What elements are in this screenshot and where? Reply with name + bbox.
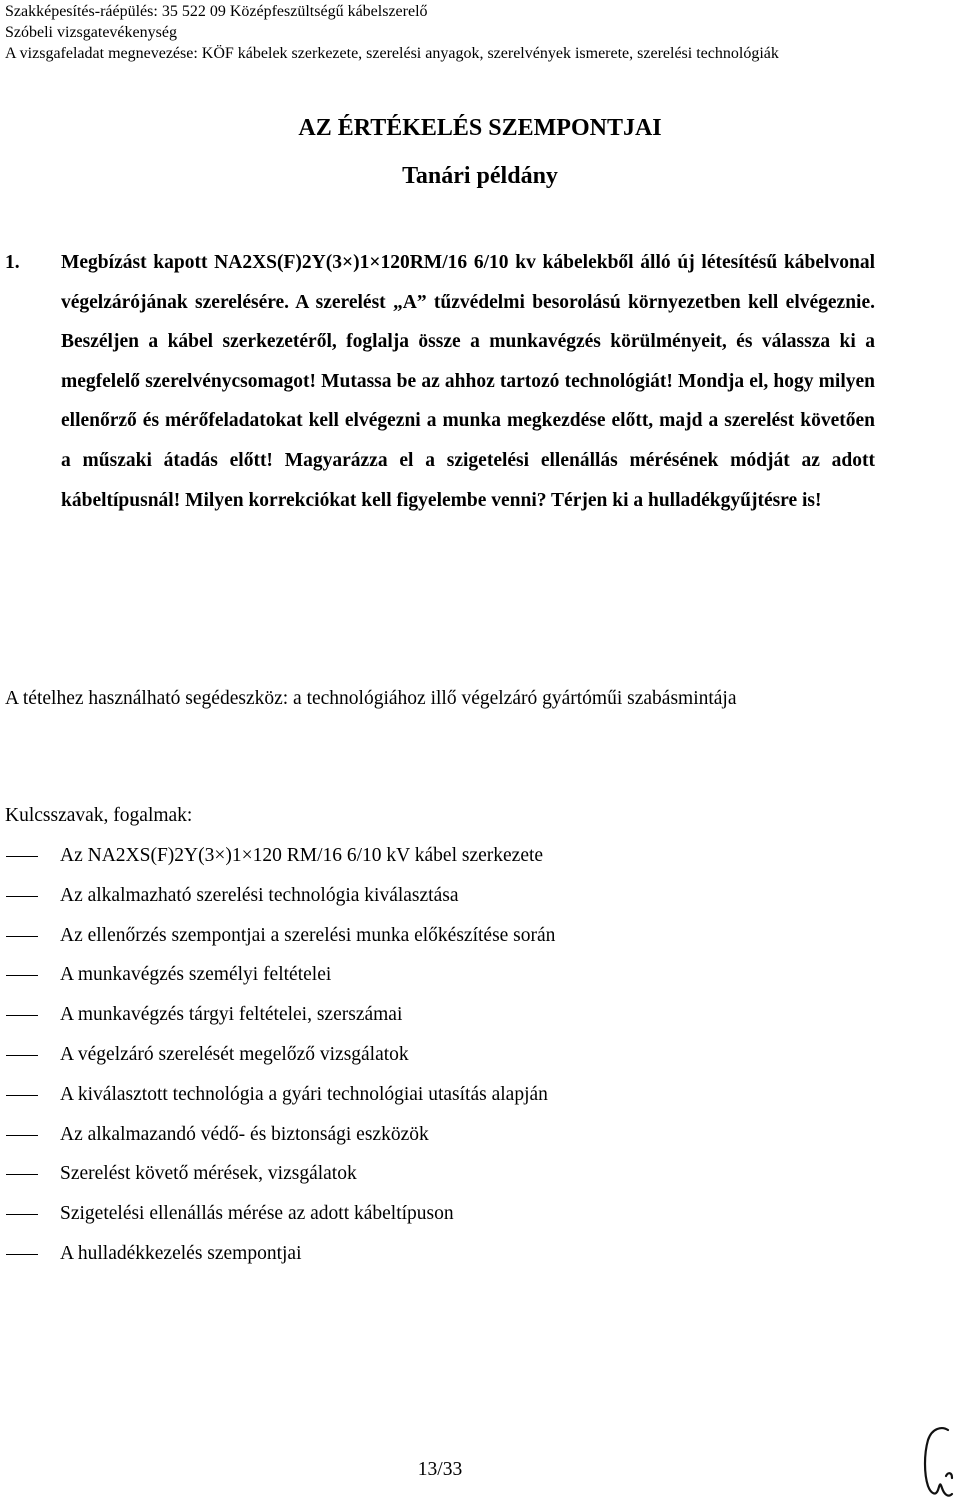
keyword-text: A munkavégzés tárgyi feltételei, szerszámai — [60, 1004, 403, 1026]
page-number: 13/33 — [417, 1459, 463, 1480]
page-header — [5, 1, 955, 64]
dash-bullet-icon — [6, 1214, 38, 1215]
keyword-item — [5, 843, 905, 883]
dash-bullet-icon — [6, 1174, 38, 1175]
keyword-text: A hulladékkezelés szempontjai — [60, 1242, 302, 1264]
keyword-text: Az alkalmazható szerelési technológia kiválasztása — [60, 884, 459, 906]
keyword-item — [5, 1201, 905, 1241]
keyword-item — [5, 883, 905, 923]
dash-bullet-icon — [6, 936, 38, 937]
header-qualification: Szakképesítés-ráépülés: 35 522 09 Középfeszültségű kábelszerelő — [5, 3, 428, 20]
dash-bullet-icon — [6, 1015, 38, 1016]
keyword-item — [5, 1241, 905, 1281]
dash-bullet-icon — [6, 1135, 38, 1136]
aid-text: A tételhez használható segédeszköz: a technológiához illő végelzáró gyártóműi szabásmintája — [5, 688, 737, 709]
keyword-text: Szigetelési ellenállás mérése az adott kábeltípuson — [60, 1203, 454, 1225]
keyword-item — [5, 962, 905, 1002]
header-activity: Szóbeli vizsgatevékenység — [5, 24, 177, 41]
signature-mark — [918, 1424, 958, 1502]
dash-bullet-icon — [6, 1055, 38, 1056]
task-number: 1. — [5, 252, 20, 273]
page-subtitle: Tanári példány — [402, 163, 558, 189]
keyword-text: A munkavégzés személyi feltételei — [60, 964, 332, 986]
task-block — [5, 243, 875, 520]
dash-bullet-icon — [6, 975, 38, 976]
dash-bullet-icon — [6, 1095, 38, 1096]
keyword-text: A kiválasztott technológia a gyári technológiai utasítás alapján — [60, 1083, 548, 1105]
dash-bullet-icon — [6, 1254, 38, 1255]
keyword-item — [5, 923, 905, 963]
keyword-text: Az NA2XS(F)2Y(3×)1×120 RM/16 6/10 kV kábel szerkezete — [60, 845, 544, 866]
keywords-list — [5, 843, 905, 1281]
keyword-item — [5, 1122, 905, 1162]
keywords-title: Kulcsszavak, fogalmak: — [5, 805, 193, 826]
page-title: AZ ÉRTÉKELÉS SZEMPONTJAI — [298, 115, 662, 141]
dash-bullet-icon — [6, 856, 38, 857]
header-task-name: A vizsgafeladat megnevezése: KÖF kábelek szerkezete, szerelési anyagok, szerelvények ismerete, szerelési technológiák — [5, 45, 779, 62]
keyword-text: A végelzáró szerelését megelőző vizsgálatok — [60, 1043, 409, 1065]
keyword-text: Az alkalmazandó védő- és biztonsági eszközök — [60, 1123, 429, 1145]
keyword-text: Szerelést követő mérések, vizsgálatok — [60, 1163, 357, 1185]
keyword-item — [5, 1042, 905, 1082]
keyword-item — [5, 1082, 905, 1122]
keyword-text: Az ellenőrzés szempontjai a szerelési munka előkészítése során — [60, 924, 556, 946]
keyword-item — [5, 1002, 905, 1042]
dash-bullet-icon — [6, 896, 38, 897]
task-text: Megbízást kapott NA2XS(F)2Y(3×)1×120RM/16 6/10 kv kábelekből álló új létesítésű kábelvonal végelzárójának szerelésére. A szerelést „A” tűzvédelmi besorolású környezetben kell elvégeznie. Beszéljen a kábel szerkezetéről, foglalja össze a munkavégzés körülményeit, és válassza ki a megfelelő szerelvénycsomagot! Mutassa be az ahhoz tartozó technológiát! Mondja el, hogy milyen ellenőrző és mérőfeladatokat kell elvégezni a munka megkezdése előtt, majd a szerelést követően a műszaki átadás előtt! Magyarázza el a szigetelési ellenállás mérésének módját az adott kábeltípusnál! Milyen korrekciókat kell figyelembe venni? Térjen ki a hulladékgyűjtésre is! — [61, 252, 875, 511]
keyword-item — [5, 1161, 905, 1201]
